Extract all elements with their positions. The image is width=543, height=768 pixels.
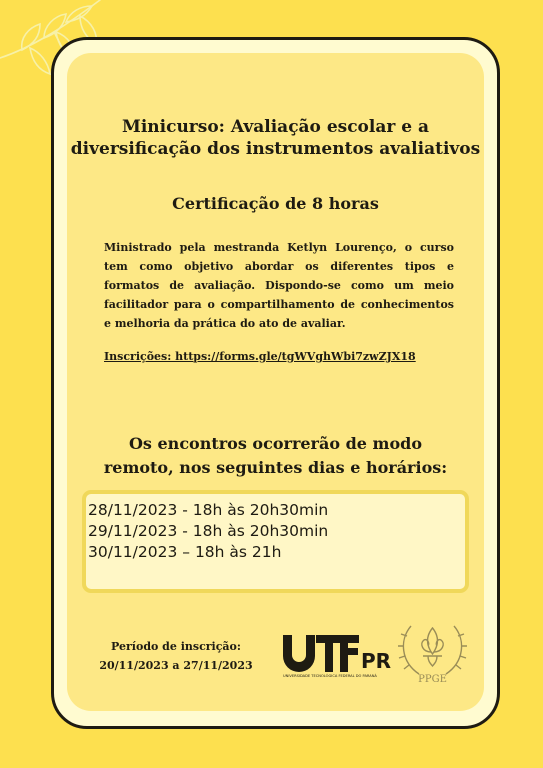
- registration-link[interactable]: Inscrições: https://forms.gle/tgWVghWbi7zwZJX18: [104, 350, 416, 363]
- course-title: [51, 116, 500, 160]
- ppge-emblem-icon: [395, 618, 470, 686]
- registration-period: [96, 637, 256, 675]
- certificate-heading: Certificação de 8 horas: [172, 194, 379, 213]
- schedule-item: 28/11/2023 - 18h às 20h30min: [88, 501, 329, 519]
- svg-text:PR: PR: [361, 649, 392, 673]
- meetings-line1: Os encontros ocorrerão de modo: [128, 434, 422, 453]
- registration-period-label: Período de inscrição:: [111, 640, 241, 653]
- registration-period-range: 20/11/2023 a 27/11/2023: [99, 659, 253, 672]
- course-title-line1: Minicurso: Avaliação escolar e a: [122, 117, 429, 137]
- course-description: Ministrado pela mestranda Ketlyn Lourenço, o curso tem como objetivo abordar os diferentes tipos e formatos de avaliação. Dispondo-se como um meio facilitador para o compartilhamento de conhecimentos e melhoria da prática do ato de avaliar.: [104, 241, 454, 330]
- schedule-item: 29/11/2023 - 18h às 20h30min: [88, 522, 329, 540]
- utfpr-logo: [283, 632, 393, 678]
- svg-text:PPGE: PPGE: [418, 674, 447, 685]
- schedule-list: [88, 500, 458, 563]
- meetings-line2: remoto, nos seguintes dias e horários:: [103, 458, 448, 477]
- svg-text:UNIVERSIDADE TECNOLÓGICA FEDER: UNIVERSIDADE TECNOLÓGICA FEDERAL DO PARANÁ: [283, 674, 377, 678]
- meetings-heading: [51, 432, 500, 480]
- schedule-item: 30/11/2023 – 18h às 21h: [88, 543, 282, 561]
- course-title-line2: diversificação dos instrumentos avaliativos: [70, 139, 481, 159]
